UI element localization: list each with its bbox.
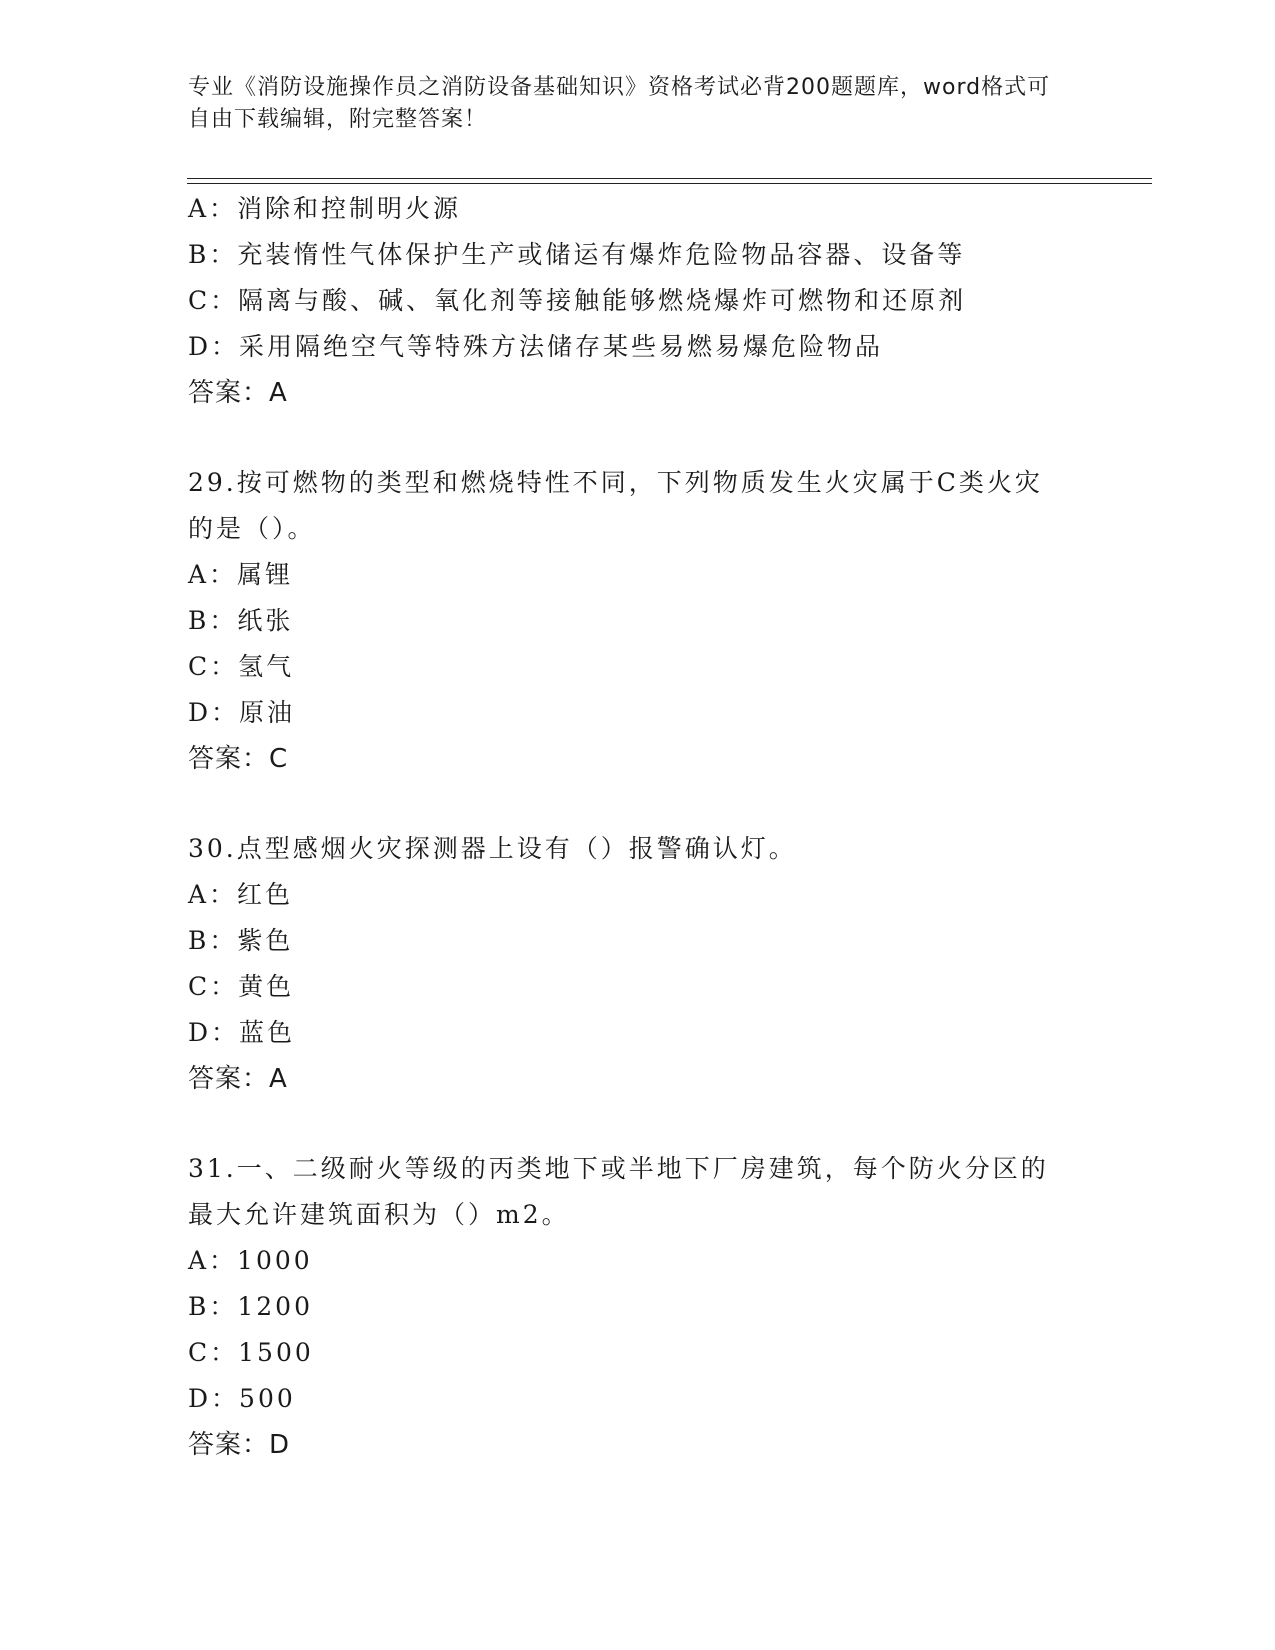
question-item-31 — [188, 1146, 1088, 1468]
question-text-line-1: 30.点型感烟火灾探测器上设有（）报警确认灯。 — [188, 834, 797, 863]
option-a: A：消除和控制明火源 — [188, 194, 462, 223]
question-item-30 — [188, 826, 1088, 1102]
option-b: B：充装惰性气体保护生产或储运有爆炸危险物品容器、设备等 — [188, 240, 966, 269]
answer-line: 答案：A — [188, 1064, 288, 1094]
question-text-line-1: 31.一、二级耐火等级的丙类地下或半地下厂房建筑，每个防火分区的 — [188, 1154, 1049, 1183]
option-b: B：紫色 — [188, 926, 294, 955]
option-c: C：黄色 — [188, 972, 295, 1001]
answer-line: 答案：D — [188, 1430, 291, 1460]
option-d: D：采用隔绝空气等特殊方法储存某些易燃易爆危险物品 — [188, 332, 884, 361]
option-d: D：蓝色 — [188, 1018, 296, 1047]
question-text-line-2: 最大允许建筑面积为（）m2。 — [188, 1200, 570, 1229]
answer-line: 答案：C — [188, 744, 289, 774]
option-b: B：纸张 — [188, 606, 294, 635]
question-list — [188, 186, 1088, 1468]
option-c: C：1500 — [188, 1338, 314, 1367]
answer-line: 答案：A — [188, 378, 288, 408]
document-header: 专业《消防设施操作员之消防设备基础知识》资格考试必背200题题库，word格式可自由下载编辑，附完整答案！ — [188, 75, 1051, 132]
option-d: D：原油 — [188, 698, 296, 727]
option-a: A：1000 — [188, 1246, 313, 1275]
question-text-line-1: 29.按可燃物的类型和燃烧特性不同，下列物质发生火灾属于C类火灾 — [188, 468, 1043, 497]
question-item-29 — [188, 460, 1088, 782]
option-c: C：氢气 — [188, 652, 295, 681]
header-divider-bottom — [187, 183, 1152, 184]
option-b: B：1200 — [188, 1292, 313, 1321]
option-d: D：500 — [188, 1384, 296, 1413]
question-text-line-2: 的是（）。 — [188, 514, 316, 543]
question-item-28 — [188, 186, 1088, 416]
option-a: A：属锂 — [188, 560, 294, 589]
option-c: C：隔离与酸、碱、氧化剂等接触能够燃烧爆炸可燃物和还原剂 — [188, 286, 967, 315]
option-a: A：红色 — [188, 880, 294, 909]
header-divider-top — [187, 178, 1152, 179]
